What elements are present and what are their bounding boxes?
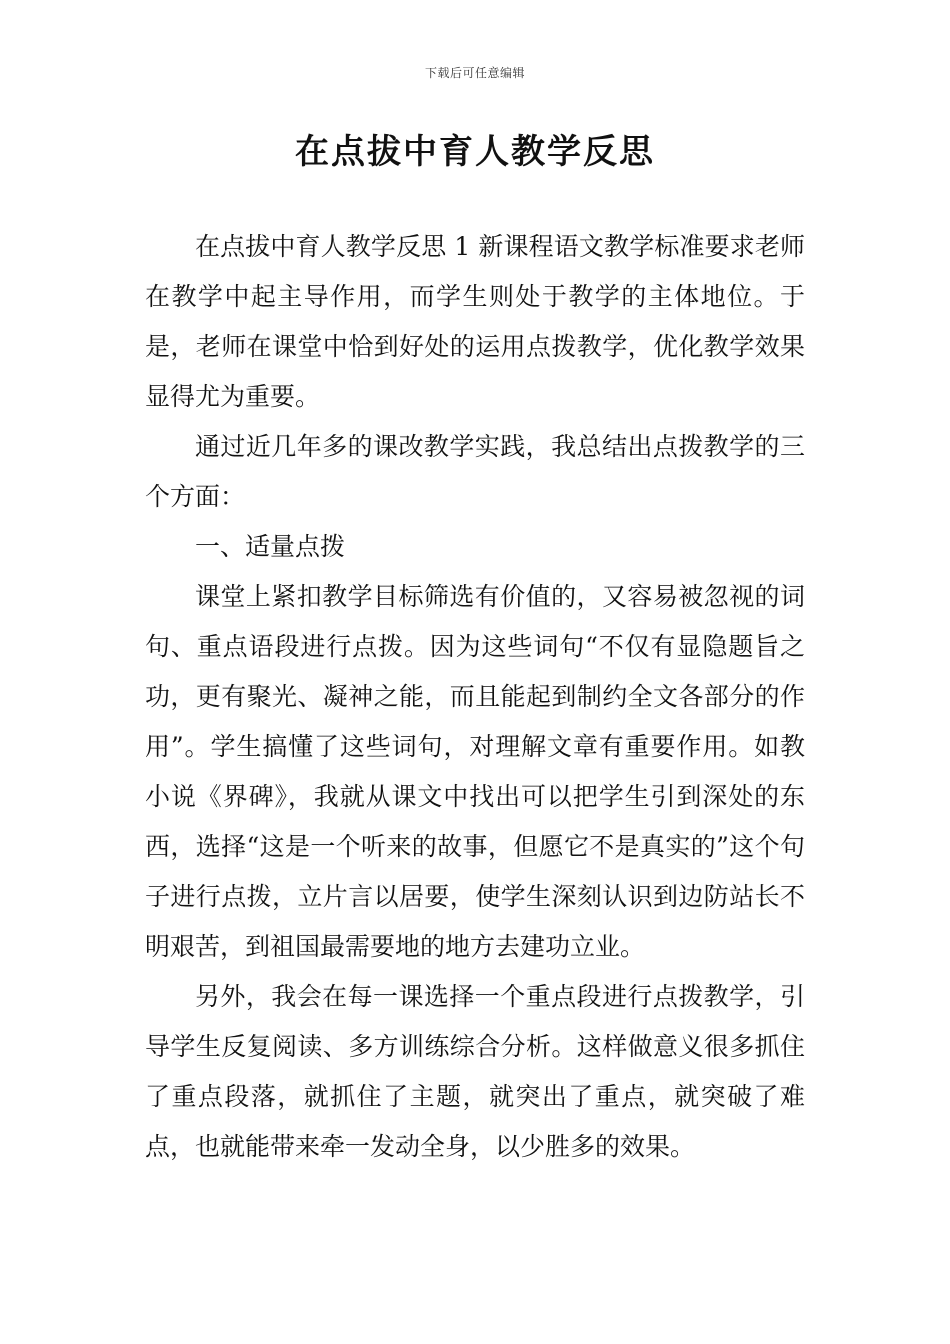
paragraph-summary: 通过近几年多的课改教学实践，我总结出点拨教学的三个方面： xyxy=(145,432,805,511)
paragraph-key-section: 另外，我会在每一课选择一个重点段进行点拨教学，引导学生反复阅读、多方训练综合分析。这样做意义很多抓住了重点段落，就抓住了主题，就突出了重点，就突破了难点，也就能带来牵一发动全身，以少胜多的效果。 xyxy=(145,982,805,1161)
section-heading-1: 一、适量点拨 xyxy=(195,532,346,561)
document-body xyxy=(145,222,805,1172)
paragraph-classroom-example: 课堂上紧扣教学目标筛选有价值的，又容易被忽视的词句、重点语段进行点拨。因为这些词句“不仅有显隐题旨之功，更有聚光、凝神之能，而且能起到制约全文各部分的作用”。学生搞懂了这些词句，对理解文章有重要作用。如教小说《界碑》，我就从课文中找出可以把学生引到深处的东西，选择“这是一个听来的故事，但愿它不是真实的”这个句子进行点拨，立片言以居要，使学生深刻认识到边防站长不明艰苦，到祖国最需要地的地方去建功立业。 xyxy=(145,582,805,961)
header-note: 下载后可任意编辑 xyxy=(424,66,525,80)
paragraph-intro: 在点拔中育人教学反思 1 新课程语文教学标准要求老师在教学中起主导作用，而学生则处于教学的主体地位。于是，老师在课堂中恰到好处的运用点拨教学，优化教学效果显得尤为重要。 xyxy=(145,232,805,411)
document-title: 在点拔中育人教学反思 xyxy=(295,132,655,172)
